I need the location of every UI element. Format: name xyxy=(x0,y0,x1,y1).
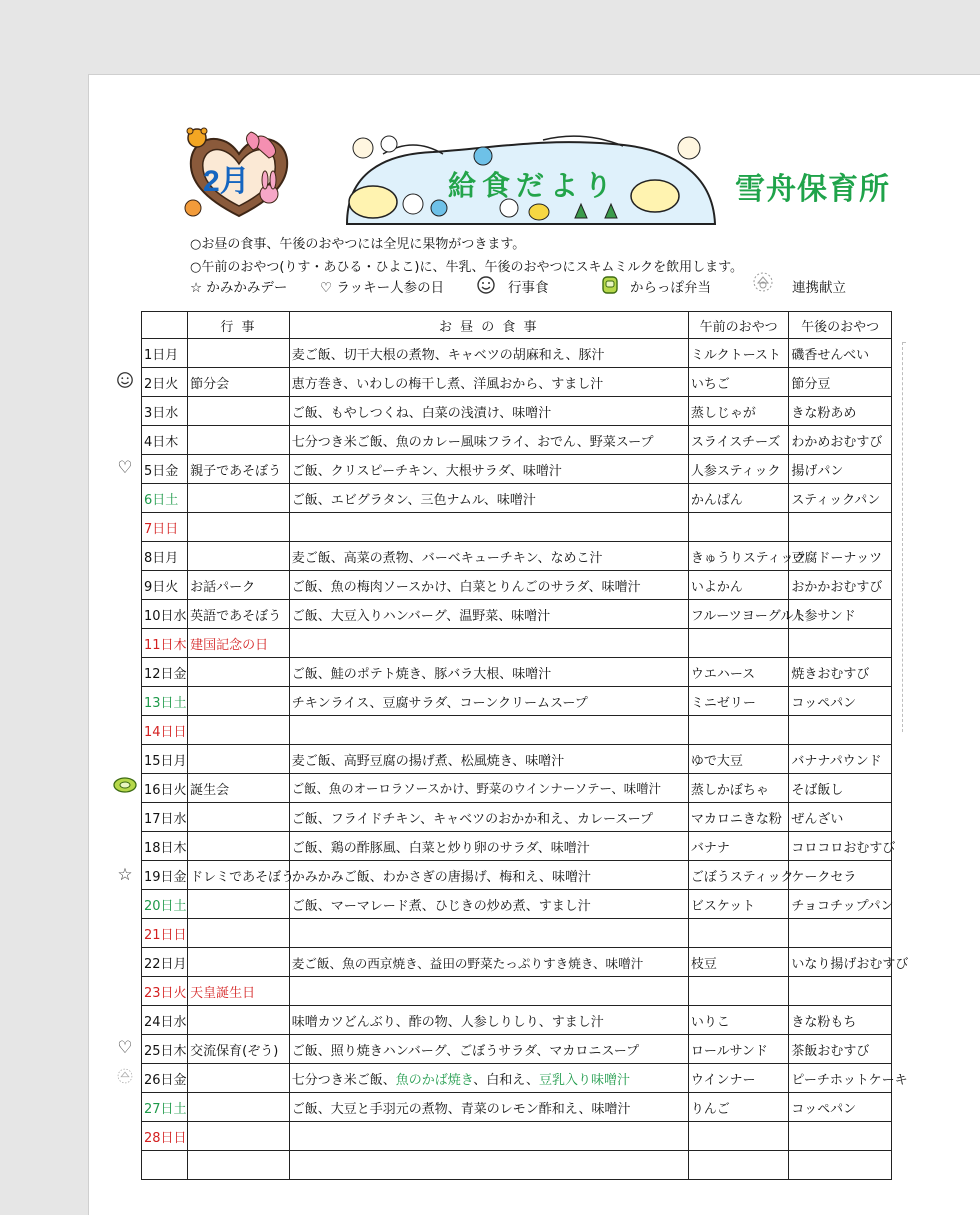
am-snack-cell: りんご xyxy=(688,1093,789,1122)
event-cell xyxy=(188,745,290,774)
pm-snack-cell: コロコロおむすび xyxy=(789,832,892,861)
am-snack-cell xyxy=(688,629,789,658)
am-snack-cell: フルーツヨーグルト xyxy=(688,600,789,629)
date-cell: 7日日 xyxy=(142,513,188,542)
pm-snack-cell: 揚げパン xyxy=(789,455,892,484)
event-cell xyxy=(188,542,290,571)
table-row xyxy=(142,774,892,803)
date-cell: 9日火 xyxy=(142,571,188,600)
event-cell: 天皇誕生日 xyxy=(188,977,290,1006)
pm-snack-cell: チョコチップパン xyxy=(789,890,892,919)
date-cell: 2日火 xyxy=(142,368,188,397)
cooperation-dish-text: 魚のかば焼き xyxy=(395,1072,474,1088)
am-snack-cell: ビスケット xyxy=(688,890,789,919)
event-cell xyxy=(188,832,290,861)
column-header-date xyxy=(142,312,188,339)
table-row xyxy=(142,948,892,977)
lunch-cell: 味噌カツどんぶり、酢の物、人参しりしり、すまし汁 xyxy=(289,1006,688,1035)
am-snack-cell: いりこ xyxy=(688,1006,789,1035)
table-row xyxy=(142,1006,892,1035)
event-cell xyxy=(188,1122,290,1151)
lunch-cell: ご飯、鶏の酢豚風、白菜と炒り卵のサラダ、味噌汁 xyxy=(289,832,688,861)
lunch-cell: チキンライス、豆腐サラダ、コーンクリームスープ xyxy=(289,687,688,716)
date-cell: 5日金 xyxy=(142,455,188,484)
lunch-cell xyxy=(289,629,688,658)
event-cell xyxy=(188,1006,290,1035)
lunch-cell: 麦ご飯、魚の西京焼き、益田の野菜たっぷりすき焼き、味噌汁 xyxy=(289,948,688,977)
legend xyxy=(190,275,890,297)
date-cell: 12日金 xyxy=(142,658,188,687)
lunch-cell: ご飯、照り焼きハンバーグ、ごぼうサラダ、マカロニスープ xyxy=(289,1035,688,1064)
lunchbox-icon xyxy=(113,776,137,798)
pm-snack-cell xyxy=(789,629,892,658)
date-cell: 26日金 xyxy=(142,1064,188,1093)
star-icon: ☆ xyxy=(117,865,133,885)
event-cell xyxy=(188,687,290,716)
legend-lucky-carrot: ♡ ラッキー人参の日 xyxy=(320,280,445,296)
lunch-cell: ご飯、クリスピーチキン、大根サラダ、味噌汁 xyxy=(289,455,688,484)
event-cell xyxy=(188,890,290,919)
table-row xyxy=(142,600,892,629)
event-cell: 誕生会 xyxy=(188,774,290,803)
heart-icon: ♡ xyxy=(117,458,133,478)
table-row xyxy=(142,919,892,948)
date-cell: 24日水 xyxy=(142,1006,188,1035)
pm-snack-cell: バナナパウンド xyxy=(789,745,892,774)
am-snack-cell xyxy=(688,1151,789,1180)
event-cell xyxy=(188,1093,290,1122)
am-snack-cell: ゆで大豆 xyxy=(688,745,789,774)
date-cell: 23日火 xyxy=(142,977,188,1006)
menu-table xyxy=(141,311,909,1180)
am-snack-cell xyxy=(688,513,789,542)
date-cell: 15日月 xyxy=(142,745,188,774)
date-cell: 27日土 xyxy=(142,1093,188,1122)
heart-icon: ♡ xyxy=(117,1038,133,1058)
column-header-event: 行 事 xyxy=(188,312,290,339)
event-cell xyxy=(188,919,290,948)
event-cell: ドレミであそぼう xyxy=(188,861,290,890)
table-row xyxy=(142,542,892,571)
am-snack-cell: バナナ xyxy=(688,832,789,861)
lunch-cell: 麦ご飯、切干大根の煮物、キャベツの胡麻和え、豚汁 xyxy=(289,339,688,368)
event-cell xyxy=(188,513,290,542)
am-snack-cell: 枝豆 xyxy=(688,948,789,977)
table-row xyxy=(142,716,892,745)
am-snack-cell: ごぼうスティック xyxy=(688,861,789,890)
date-cell: 8日月 xyxy=(142,542,188,571)
cooperation-mark-icon xyxy=(750,269,776,295)
lunchbox-icon xyxy=(600,274,620,296)
legend-event-meal: 行事食 xyxy=(508,280,549,296)
table-row xyxy=(142,658,892,687)
pm-snack-cell: コッペパン xyxy=(789,687,892,716)
table-row xyxy=(142,455,892,484)
event-cell xyxy=(188,716,290,745)
lunch-cell xyxy=(289,1122,688,1151)
table-row xyxy=(142,832,892,861)
event-cell: 英語であそぼう xyxy=(188,600,290,629)
pm-snack-cell: きな粉あめ xyxy=(789,397,892,426)
pm-snack-cell: 茶飯おむすび xyxy=(789,1035,892,1064)
pm-snack-cell: いなり揚げおむすび xyxy=(789,948,892,977)
smiley-icon xyxy=(476,275,496,295)
event-cell xyxy=(188,484,290,513)
lunch-cell xyxy=(289,1064,688,1093)
am-snack-cell xyxy=(688,919,789,948)
event-cell: 建国記念の日 xyxy=(188,629,290,658)
pm-snack-cell xyxy=(789,919,892,948)
pm-snack-cell: おかかおむすび xyxy=(789,571,892,600)
event-cell xyxy=(188,339,290,368)
date-cell: 19日金 xyxy=(142,861,188,890)
event-cell xyxy=(188,658,290,687)
pm-snack-cell: ピーチホットケーキ xyxy=(789,1064,892,1093)
lunch-cell: ご飯、魚のオーロラソースかけ、野菜のウインナーソテー、味噌汁 xyxy=(289,774,688,803)
am-snack-cell xyxy=(688,1122,789,1151)
lunch-cell xyxy=(289,716,688,745)
am-snack-cell: スライスチーズ xyxy=(688,426,789,455)
table-header-row xyxy=(142,312,892,339)
table-row xyxy=(142,629,892,658)
pm-snack-cell: わかめおむすび xyxy=(789,426,892,455)
legend-kamikami: ☆ かみかみデー xyxy=(190,280,288,296)
pm-snack-cell: 磯香せんべい xyxy=(789,339,892,368)
table-row xyxy=(142,1035,892,1064)
lunch-cell: 麦ご飯、高菜の煮物、バーベキューチキン、なめこ汁 xyxy=(289,542,688,571)
am-snack-cell: いよかん xyxy=(688,571,789,600)
table-row xyxy=(142,1122,892,1151)
school-name: 雪舟保育所 xyxy=(735,172,890,207)
table-row xyxy=(142,426,892,455)
lunch-cell: 七分つき米ご飯、魚のカレー風味フライ、おでん、野菜スープ xyxy=(289,426,688,455)
lunch-cell xyxy=(289,977,688,1006)
table-row xyxy=(142,339,892,368)
lunch-cell: ご飯、もやしつくね、白菜の浅漬け、味噌汁 xyxy=(289,397,688,426)
lunch-cell: ご飯、大豆入りハンバーグ、温野菜、味噌汁 xyxy=(289,600,688,629)
am-snack-cell: 蒸しかぼちゃ xyxy=(688,774,789,803)
pm-snack-cell: 節分豆 xyxy=(789,368,892,397)
column-header-am-snack: 午前のおやつ xyxy=(688,312,789,339)
am-snack-cell: ミニゼリー xyxy=(688,687,789,716)
table-row xyxy=(142,977,892,1006)
event-cell xyxy=(188,1064,290,1093)
lunch-cell xyxy=(289,919,688,948)
lunch-cell: 麦ご飯、高野豆腐の揚げ煮、松風焼き、味噌汁 xyxy=(289,745,688,774)
pm-snack-cell xyxy=(789,716,892,745)
pm-snack-cell: ケークセラ xyxy=(789,861,892,890)
pm-snack-cell xyxy=(789,513,892,542)
pm-snack-cell xyxy=(789,1122,892,1151)
lunch-cell xyxy=(289,513,688,542)
am-snack-cell xyxy=(688,716,789,745)
pm-snack-cell: 焼きおむすび xyxy=(789,658,892,687)
event-cell: お話パーク xyxy=(188,571,290,600)
table-row xyxy=(142,1093,892,1122)
am-snack-cell: ミルクトースト xyxy=(688,339,789,368)
date-cell: 20日土 xyxy=(142,890,188,919)
am-snack-cell: 蒸しじゃが xyxy=(688,397,789,426)
pm-snack-cell xyxy=(789,1151,892,1180)
lunch-cell: ご飯、魚の梅肉ソースかけ、白菜とりんごのサラダ、味噌汁 xyxy=(289,571,688,600)
table-row xyxy=(142,890,892,919)
table-row xyxy=(142,861,892,890)
month-badge-text: 2月 xyxy=(203,165,250,198)
date-cell xyxy=(142,1151,188,1180)
pm-snack-cell: 豆腐ドーナッツ xyxy=(789,542,892,571)
lunch-cell: ご飯、エビグラタン、三色ナムル、味噌汁 xyxy=(289,484,688,513)
lunch-cell: ご飯、マーマレード煮、ひじきの炒め煮、すまし汁 xyxy=(289,890,688,919)
event-cell: 節分会 xyxy=(188,368,290,397)
date-cell: 16日火 xyxy=(142,774,188,803)
date-cell: 28日日 xyxy=(142,1122,188,1151)
date-cell: 18日木 xyxy=(142,832,188,861)
event-cell xyxy=(188,1151,290,1180)
margin-guide xyxy=(902,342,903,732)
lunch-text: 、白和え、 xyxy=(473,1072,539,1088)
am-snack-cell: いちご xyxy=(688,368,789,397)
legend-renkei: 連携献立 xyxy=(792,280,846,296)
table-row xyxy=(142,1064,892,1093)
date-cell: 1日月 xyxy=(142,339,188,368)
am-snack-cell: マカロニきな粉 xyxy=(688,803,789,832)
table-row xyxy=(142,368,892,397)
lunch-cell: ご飯、大豆と手羽元の煮物、青菜のレモン酢和え、味噌汁 xyxy=(289,1093,688,1122)
pm-snack-cell: ぜんざい xyxy=(789,803,892,832)
am-snack-cell: ウインナー xyxy=(688,1064,789,1093)
newsletter-title: 給食だより xyxy=(448,169,619,202)
cooperation-dish-text: 豆乳入り味噌汁 xyxy=(539,1072,631,1088)
date-cell: 4日木 xyxy=(142,426,188,455)
date-cell: 21日日 xyxy=(142,919,188,948)
date-cell: 13日土 xyxy=(142,687,188,716)
am-snack-cell: ウエハース xyxy=(688,658,789,687)
lunch-cell: ご飯、フライドチキン、キャベツのおかか和え、カレースープ xyxy=(289,803,688,832)
pm-snack-cell: 人参サンド xyxy=(789,600,892,629)
smiley-icon xyxy=(113,371,137,393)
date-cell: 17日水 xyxy=(142,803,188,832)
table-row xyxy=(142,484,892,513)
note-fruit: ○お昼の食事、午後のおやつには全児に果物がつきます。 xyxy=(190,237,526,252)
date-cell: 14日日 xyxy=(142,716,188,745)
am-snack-cell: かんぱん xyxy=(688,484,789,513)
event-cell: 交流保育(ぞう) xyxy=(188,1035,290,1064)
pm-snack-cell: きな粉もち xyxy=(789,1006,892,1035)
am-snack-cell: ロールサンド xyxy=(688,1035,789,1064)
am-snack-cell: 人参スティック xyxy=(688,455,789,484)
table-row xyxy=(142,397,892,426)
event-cell xyxy=(188,397,290,426)
date-cell: 25日木 xyxy=(142,1035,188,1064)
pm-snack-cell: コッペパン xyxy=(789,1093,892,1122)
date-cell: 3日水 xyxy=(142,397,188,426)
lunch-cell xyxy=(289,1151,688,1180)
pm-snack-cell: スティックパン xyxy=(789,484,892,513)
event-cell xyxy=(188,948,290,977)
table-row xyxy=(142,745,892,774)
date-cell: 11日木 xyxy=(142,629,188,658)
event-cell xyxy=(188,426,290,455)
table-row xyxy=(142,513,892,542)
note-milk: ○午前のおやつ(りす・あひる・ひよこ)に、牛乳、午後のおやつにスキムミルクを飲用します。 xyxy=(190,260,744,275)
lunch-cell: 恵方巻き、いわしの梅干し煮、洋風おから、すまし汁 xyxy=(289,368,688,397)
lunch-cell: かみかみご飯、わかさぎの唐揚げ、梅和え、味噌汁 xyxy=(289,861,688,890)
table-row xyxy=(142,571,892,600)
column-header-lunch: お 昼 の 食 事 xyxy=(289,312,688,339)
cooperation-mark-icon xyxy=(113,1066,137,1088)
table-row xyxy=(142,687,892,716)
column-header-pm-snack: 午後のおやつ xyxy=(789,312,892,339)
lunch-cell: ご飯、鮭のポテト焼き、豚バラ大根、味噌汁 xyxy=(289,658,688,687)
table-row xyxy=(142,803,892,832)
event-cell xyxy=(188,803,290,832)
table-row xyxy=(142,1151,892,1180)
pm-snack-cell: そば飯し xyxy=(789,774,892,803)
am-snack-cell xyxy=(688,977,789,1006)
lunch-text: 七分つき米ご飯、 xyxy=(291,1072,396,1088)
am-snack-cell: きゅうりスティック xyxy=(688,542,789,571)
pm-snack-cell xyxy=(789,977,892,1006)
event-cell: 親子であそぼう xyxy=(188,455,290,484)
legend-karappo-bento: からっぽ弁当 xyxy=(630,280,711,296)
date-cell: 22日月 xyxy=(142,948,188,977)
date-cell: 6日土 xyxy=(142,484,188,513)
date-cell: 10日水 xyxy=(142,600,188,629)
